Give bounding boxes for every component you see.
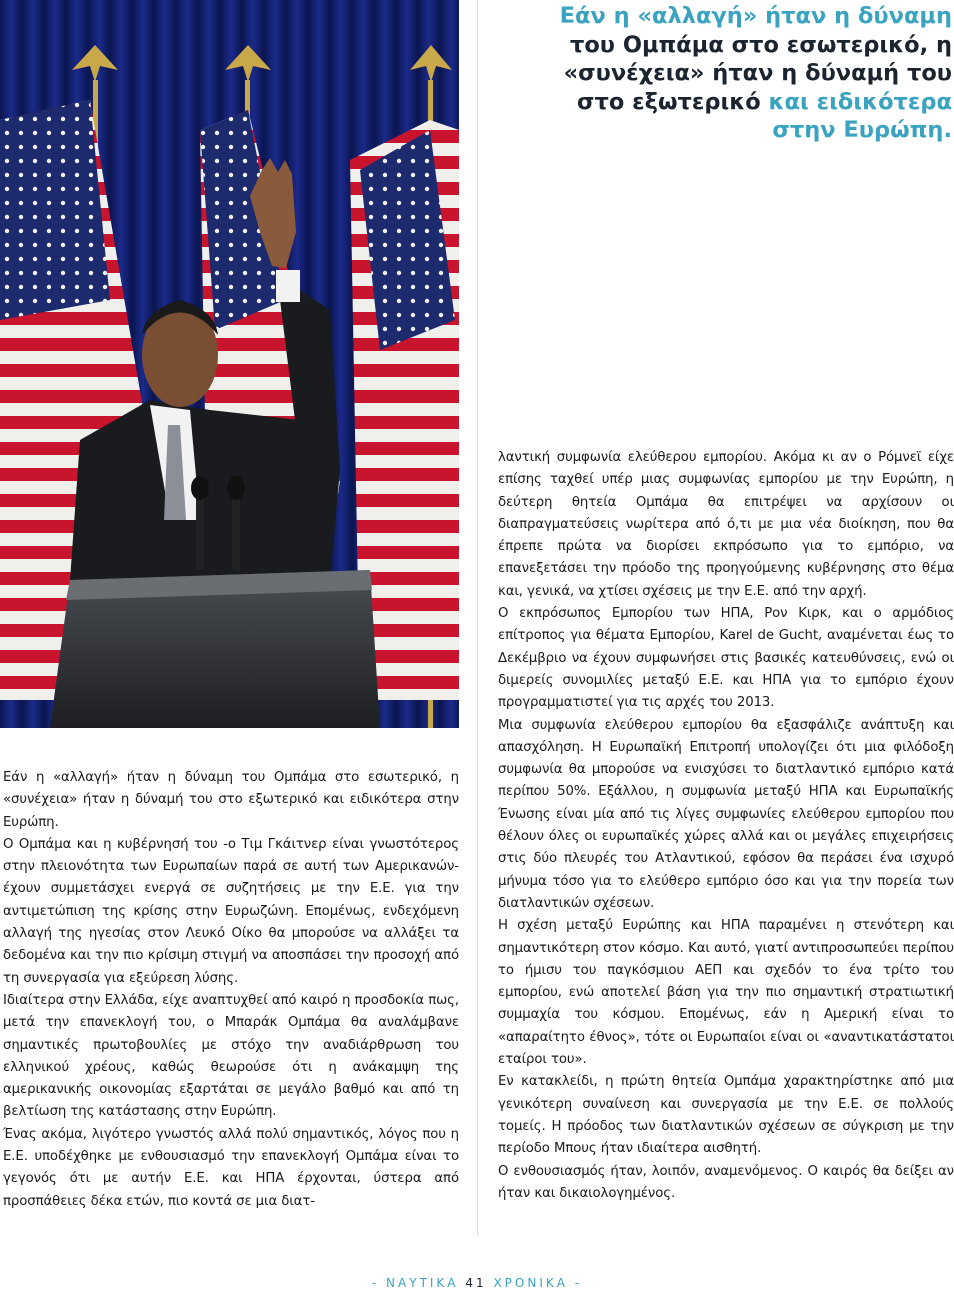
- speaker-at-podium-image: [0, 0, 459, 728]
- column-divider: [477, 0, 478, 1235]
- footer-dash: -: [371, 1276, 380, 1290]
- paragraph: Ο εκπρόσωπος Εμπορίου των ΗΠΑ, Ρον Κιρκ, και ο αρμόδιος επίτροπος για θέματα Εμπορίου, Karel de Gucht, αναμένεται έως το Δεκέμβριο να έχουν συμφωνήσει στις βασικές κατευθύνσεις, ενώ οι διμερείς συνομιλίες μεταξύ Ε.Ε. και ΗΠΑ για το εμπόριο έχουν προγραμματιστεί για τις αρχές του 2013.: [498, 606, 954, 711]
- paragraph: Μια συμφωνία ελεύθερου εμπορίου θα εξασφάλιζε ανάπτυξη και απασχόληση. Η Ευρωπαϊκή Επιτροπή υπολογίζει ότι μια φιλόδοξη συμφωνία θα μπορούσε να ενισχύσει το διατλαντικό εμπόριο κατά περίπου 50%. Εξάλλου, η συμφωνία μεταξύ ΗΠΑ και Ευρωπαϊκής Ένωσης είναι μία από τις λίγες συμφωνίες ελεύθερου εμπορίου που θέλουν όλες οι ευρωπαϊκές χώρες αλλά και οι μεγάλες επιχειρήσεις στις δύο πλευρές του Ατλαντικού, εφόσον θα περάσει ένα ισχυρό μήνυμα τόσο για το ελεύθερο εμπόριο όσο και για την πορεία των διατλαντικών σχέσεων.: [498, 717, 954, 911]
- paragraph: Ο ενθουσιασμός ήταν, λοιπόν, αναμενόμενος. Ο καιρός θα δείξει αν ήταν και δικαιολογημένος.: [498, 1163, 954, 1201]
- paragraph: Εν κατακλείδι, η πρώτη θητεία Ομπάμα χαρακτηρίστηκε από μια γενικότερη συναίνεση και συνεργασία με την Ε.Ε. σε πολλούς τομείς. Η πρόοδος των διατλαντικών σχέσεων σε σύγκριση με την περίοδο Μπους ήταν ιδιαίτερα αισθητή.: [498, 1074, 954, 1157]
- paragraph: Ο Ομπάμα και η κυβέρνησή του -ο Τιμ Γκάιτνερ είναι γνωστότερος στην πλειονότητα των Ευρωπαίων παρά σε αυτή των Αμερικανών- έχουν συμμετάσχει ενεργά σε συζητήσεις με την Ε.Ε. για την αντιμετώπιση της κρίσης στην Ευρωζώνη. Επομένως, ενδεχόμενη αλλαγή της ηγεσίας στον Λευκό Οίκο θα μπορούσε να αλλάξει τα δεδομένα και την πιο κρίσιμη στιγμή να αποσπάσει την προσοχή από τη συνεργασία για εξεύρεση λύσης.: [3, 836, 459, 986]
- pull-quote-middle: του Ομπάμα στο εσωτερικό, η «συνέχεια» ήταν η δύναμή του στο εξωτερικό: [563, 31, 952, 115]
- article-photo: [0, 0, 459, 728]
- paragraph: Ένας ακόμα, λιγότερο γνωστός αλλά πολύ σημαντικός, λόγος που η Ε.Ε. υποδέχθηκε με ενθουσιασμό την επανεκλογή Ομπάμα είναι το γεγονός ότι με αυτήν Ε.Ε. και ΗΠΑ έρχονται, ύστερα από προσπάθειες δέκα ετών, πιο κοντά σε μια διατ-: [3, 1126, 459, 1209]
- pull-quote-accent-start: Εάν η «αλλαγή» ήταν η δύναμη: [559, 3, 952, 29]
- footer-dash: -: [574, 1276, 583, 1290]
- left-column: [3, 767, 459, 1213]
- paragraph: Εάν η «αλλαγή» ήταν η δύναμη του Ομπάμα στο εσωτερικό, η «συνέχεια» ήταν η δύναμή του στο εξωτερικό και ειδικότερα στην Ευρώπη.: [3, 770, 459, 830]
- paragraph: Η σχέση μεταξύ Ευρώπης και ΗΠΑ παραμένει η στενότερη και σημαντικότερη στον κόσμο. Και αυτό, γιατί αντιπροσωπεύει περίπου το ήμισυ του παγκόσμιου ΑΕΠ και σχεδόν το ένα τρίτο του εμπορίου, ενώ αποτελεί βάση για την πιο σημαντική στρατιωτική συμμαχία του κόσμου. Επομένως, εάν η Αμερική είναι το «απαραίτητο έθνος», τότε οι Ευρωπαίοι είναι οι «αναντικατάστατοι εταίροι του».: [498, 918, 954, 1068]
- footer-magazine-name: ΝΑΥΤΙΚΑ: [386, 1276, 459, 1290]
- pull-quote: [520, 2, 952, 145]
- pull-quote-accent-end: και ειδικότερα στην Ευρώπη.: [768, 88, 952, 144]
- paragraph: λαντική συμφωνία ελεύθερου εμπορίου. Ακόμα κι αν ο Ρόμνεϊ είχε επίσης ταχθεί υπέρ μιας συμφωνίας εμπορίου με την Ευρώπη, η δεύτερη θητεία Ομπάμα θα επιτρέψει να αρχίσουν οι διαπραγματεύσεις νωρίτερα από ό,τι με μια νέα διοίκηση, που θα έπρεπε πρώτα να διορίσει εκπρόσωπο για το εμπόριο, να επανεξετάσει την πρόοδο της προηγούμενης κυβέρνησης στο θέμα και, γενικά, να χτίσει σχέσεις με την Ε.Ε. από την αρχή.: [498, 450, 954, 599]
- page-footer: [0, 1276, 954, 1290]
- right-column: [498, 447, 954, 1205]
- footer-magazine-name: ΧΡΟΝΙΚΑ: [493, 1276, 568, 1290]
- paragraph: Ιδιαίτερα στην Ελλάδα, είχε αναπτυχθεί από καιρό η προσδοκία πως, μετά την επανεκλογή του, ο Μπαράκ Ομπάμα θα αναλάμβανε σημαντικές πρωτοβουλίες με στόχο την αναδιάρθρωση του ελληνικού χρέους, καθώς θεωρούσε ότι η ανάκαμψη της αμερικανικής οικονομίας εξαρτάται σε μεγάλο βαθμό και από τη βελτίωση της κατάστασης στην Ευρώπη.: [3, 992, 459, 1120]
- page-number: 41: [465, 1276, 487, 1290]
